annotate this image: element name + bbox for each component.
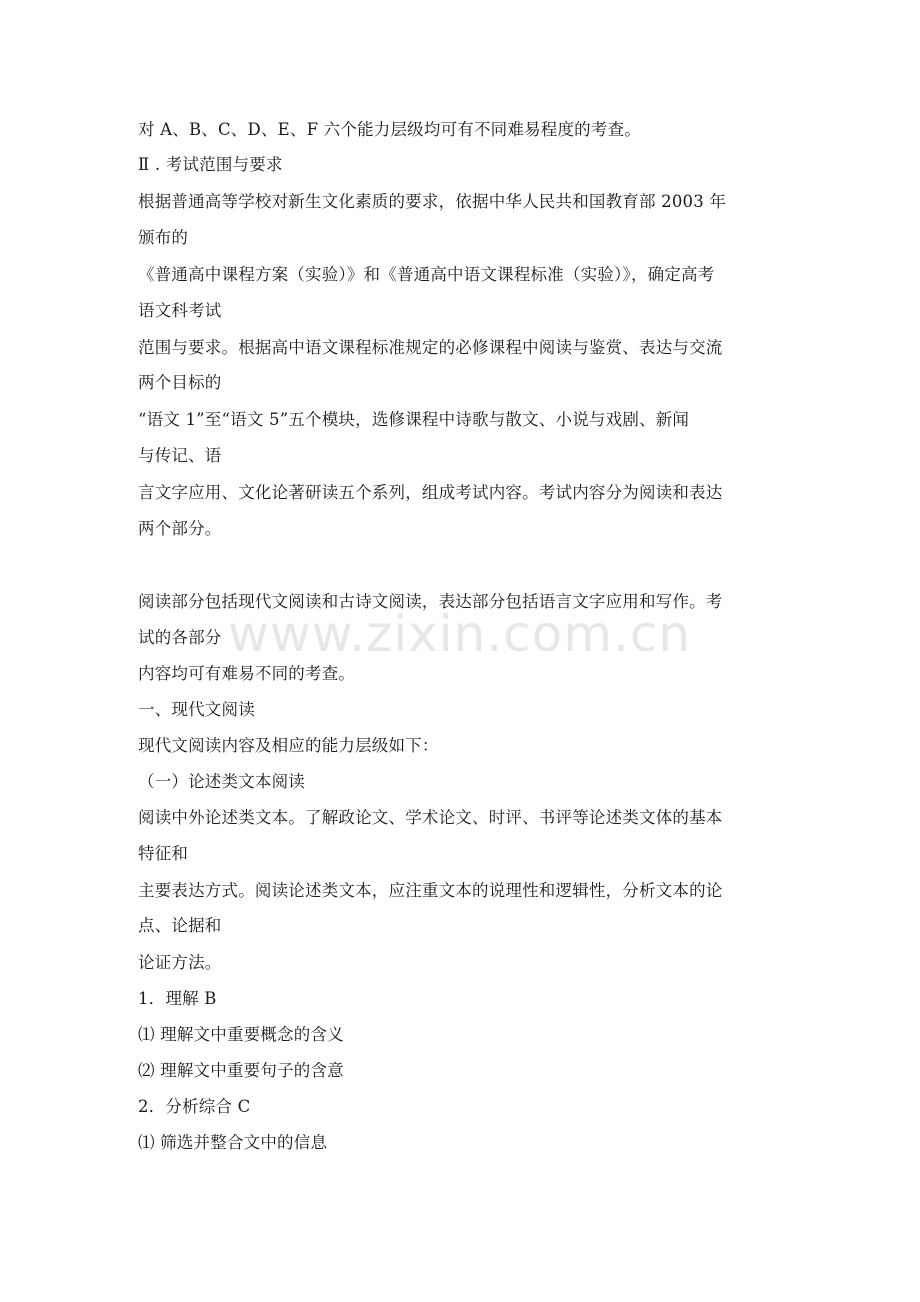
- subsection-heading: （一）论述类文本阅读: [138, 772, 305, 791]
- text-line: 内容均可有难易不同的考查。: [138, 664, 356, 683]
- text-line: 颁布的: [138, 228, 189, 247]
- text-line: “语文 1”至“语文 5”五个模块，选修课程中诗歌与散文、小说与戏剧、新闻: [138, 410, 690, 429]
- text-line: 特征和: [138, 844, 189, 863]
- text-line: 两个部分。: [138, 519, 222, 538]
- text-line: 阅读中外论述类文本。了解政论文、学术论文、时评、书评等论述类文体的基本: [138, 808, 723, 827]
- text-line: 点、论据和: [138, 916, 222, 935]
- list-item: 1．理解 B: [138, 989, 217, 1008]
- text-line: 阅读部分包括现代文阅读和古诗文阅读，表达部分包括语言文字应用和写作。考: [138, 592, 723, 611]
- text-line: 言文字应用、文化论著研读五个系列，组成考试内容。考试内容分为阅读和表达: [138, 483, 723, 502]
- list-item: ⑴ 筛选并整合文中的信息: [138, 1133, 328, 1152]
- list-item: 2．分析综合 C: [138, 1097, 251, 1116]
- text-line: 范围与要求。根据高中语文课程标准规定的必修课程中阅读与鉴赏、表达与交流: [138, 338, 723, 357]
- text-line: 两个目标的: [138, 373, 222, 392]
- text-line: 与传记、语: [138, 446, 222, 465]
- text-line: 主要表达方式。阅读论述类文本，应注重文本的说理性和逻辑性，分析文本的论: [138, 881, 723, 900]
- list-item: ⑵ 理解文中重要句子的含意: [138, 1061, 344, 1080]
- watermark: www.zixin.com.cn: [228, 605, 692, 663]
- section-heading: Ⅱ . 考试范围与要求: [138, 155, 283, 174]
- text-line: 试的各部分: [138, 628, 222, 647]
- section-heading: 一、现代文阅读: [138, 700, 255, 719]
- list-item: ⑴ 理解文中重要概念的含义: [138, 1025, 344, 1044]
- text-line: 根据普通高等学校对新生文化素质的要求，依据中华人民共和国教育部 2003 年: [138, 192, 727, 211]
- text-line: 论证方法。: [138, 953, 222, 972]
- text-line: 语文科考试: [138, 301, 222, 320]
- text-line: 《普通高中课程方案（实验）》和《普通高中语文课程标准（实验）》，确定高考: [138, 265, 715, 284]
- text-line: 现代文阅读内容及相应的能力层级如下：: [138, 736, 439, 755]
- text-line: 对 A、B、C、D、E、F 六个能力层级均可有不同难易程度的考查。: [138, 120, 641, 139]
